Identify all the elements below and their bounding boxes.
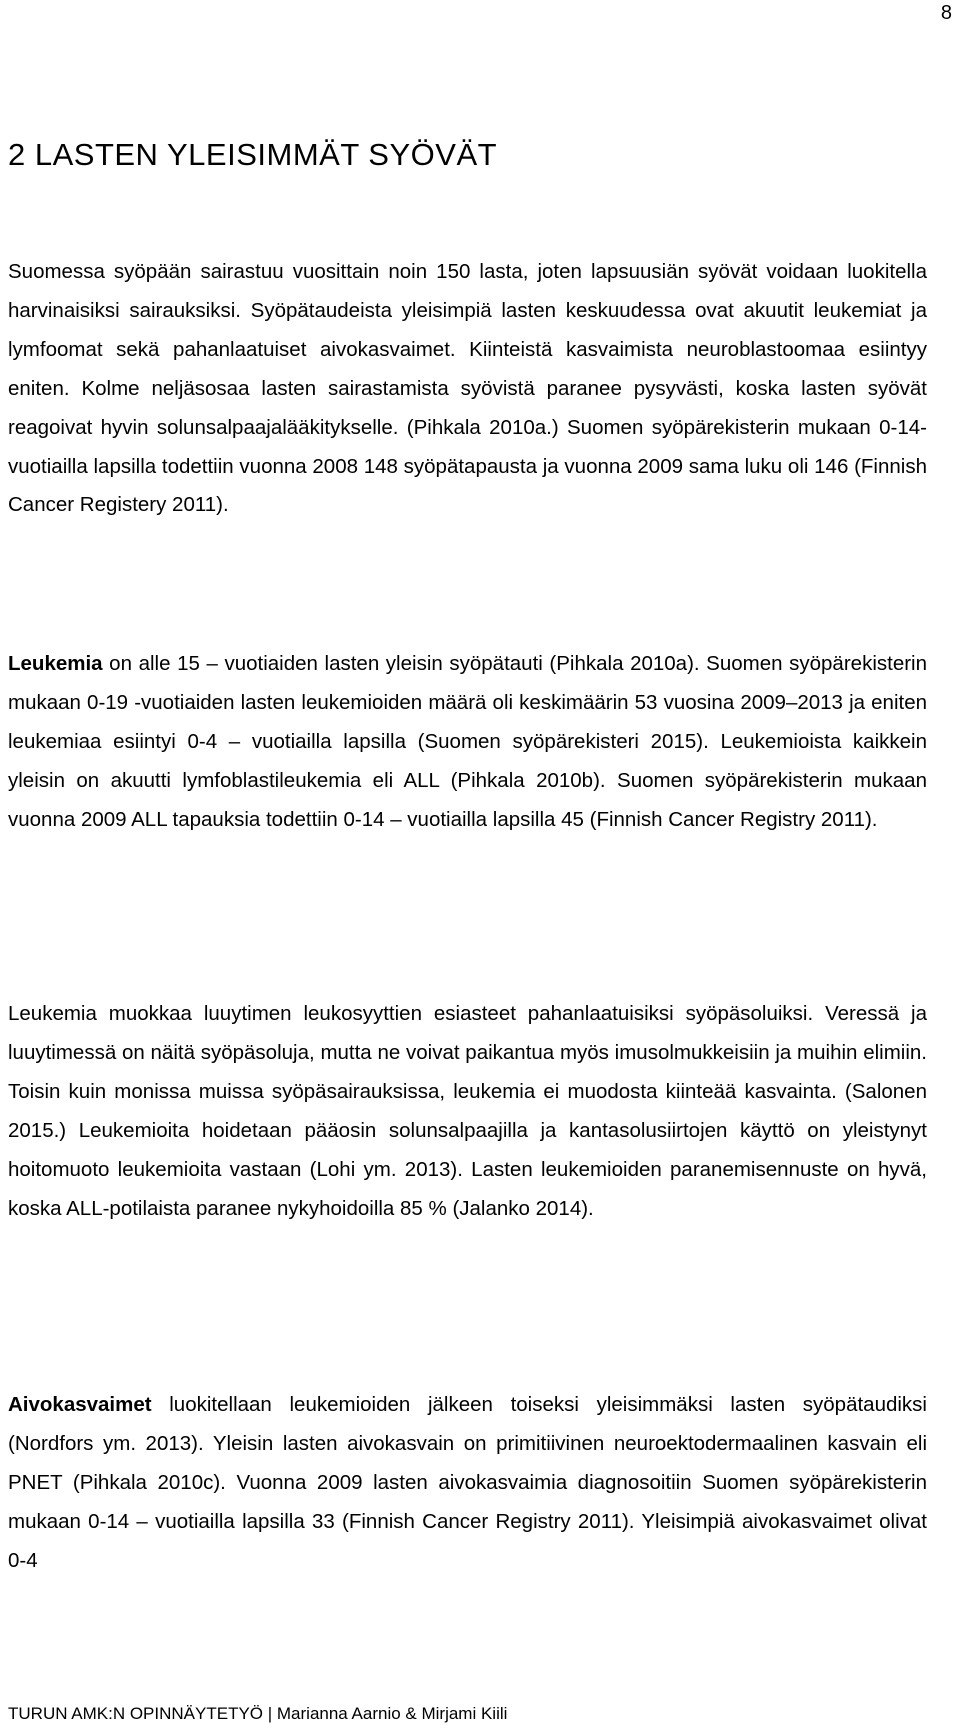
paragraph-lead-term: Leukemia — [8, 652, 103, 675]
paragraph-brain-tumors — [8, 1386, 927, 1581]
page-footer: TURUN AMK:N OPINNÄYTETYÖ | Marianna Aarnio & Mirjami Kiili — [8, 1704, 508, 1723]
chapter-heading: 2 LASTEN YLEISIMMÄT SYÖVÄT — [8, 137, 498, 172]
page-number: 8 — [940, 2, 952, 24]
paragraph-intro — [8, 253, 927, 525]
paragraph-leukemia-treatment — [8, 995, 927, 1228]
paragraph-text: luokitellaan leukemioiden jälkeen toiseksi yleisimmäksi lasten syöpätaudiksi (Nordfors ym. 2013). Yleisin lasten aivokasvain on primitiivinen neuroektodermaalinen kasvain eli PNET (Pihkala 2010c). Vuonna 2009 lasten aivokasvaimia diagnosoitiin Suomen syöpärekisterin mukaan 0-14 – vuotiailla lapsilla 33 (Finnish Cancer Registry 2011). Yleisimpiä aivokasvaimet olivat 0-4 — [8, 1393, 927, 1572]
paragraph-text: Leukemia muokkaa luuytimen leukosyyttien esiasteet pahanlaatuisiksi syöpäsoluiksi. Veressä ja luuytimessä on näitä syöpäsoluja, mutta ne voivat paikantua myös imusolmukkeisiin ja muihin elimiin. Toisin kuin monissa muissa syöpäsairauksissa, leukemia ei muodosta kiinteää kasvainta. (Salonen 2015.) Leukemioita hoidetaan pääosin solunsalpaajilla ja kantasolusiirtojen käyttö on yleistynyt hoitomuoto leukemioita vastaan (Lohi ym. 2013). Lasten leukemioiden paranemisennuste on hyvä, koska ALL-potilaista paranee nykyhoidoilla 85 % (Jalanko 2014). — [8, 1002, 927, 1220]
paragraph-text: Suomessa syöpään sairastuu vuosittain noin 150 lasta, joten lapsuusiän syövät voidaan luokitella harvinaisiksi sairauksiksi. Syöpätaudeista yleisimpiä lasten keskuudessa ovat akuutit leukemiat ja lymfoomat sekä pahanlaatuiset aivokasvaimet. Kiinteistä kasvaimista neuroblastoomaa esiintyy eniten. Kolme neljäsosaa lasten sairastamista syövistä paranee pysyvästi, koska lasten syövät reagoivat hyvin solunsalpaajalääkitykselle. (Pihkala 2010a.) Suomen syöpärekisterin mukaan 0-14-vuotiailla lapsilla todettiin vuonna 2008 148 syöpätapausta ja vuonna 2009 sama luku oli 146 (Finnish Cancer Registery 2011). — [8, 260, 927, 517]
paragraph-lead-term: Aivokasvaimet — [8, 1393, 152, 1416]
paragraph-text: on alle 15 – vuotiaiden lasten yleisin syöpätauti (Pihkala 2010a). Suomen syöpärekisterin mukaan 0-19 -vuotiaiden lasten leukemioiden määrä oli keskimäärin 53 vuosina 2009–2013 ja eniten leukemiaa esiintyi 0-4 – vuotiailla lapsilla (Suomen syöpärekisteri 2015). Leukemioista kaikkein yleisin on akuutti lymfoblastileukemia eli ALL (Pihkala 2010b). Suomen syöpärekisterin mukaan vuonna 2009 ALL tapauksia todettiin 0-14 – vuotiailla lapsilla 45 (Finnish Cancer Registry 2011). — [8, 652, 927, 831]
paragraph-leukemia — [8, 645, 927, 840]
